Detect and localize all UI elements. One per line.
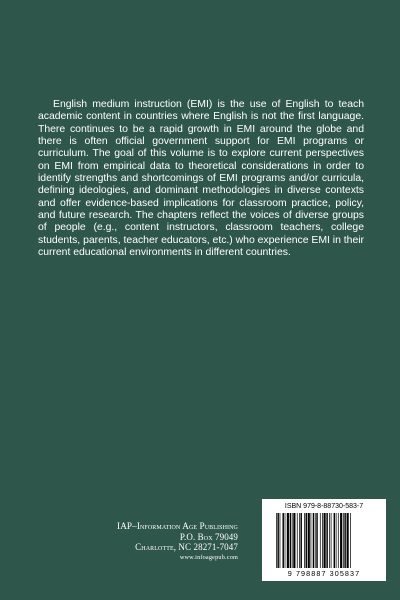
- barcode-stripe: [324, 513, 326, 568]
- barcode-stripe: [300, 513, 301, 568]
- barcode-stripe: [285, 513, 286, 568]
- barcode-stripe: [315, 513, 316, 568]
- barcode-digits: 9 798887 305837: [287, 569, 361, 578]
- barcode-stripe: [290, 513, 291, 568]
- barcode-stripe: [331, 513, 332, 568]
- barcode-stripe: [343, 513, 344, 568]
- barcode-stripe: [340, 513, 342, 568]
- barcode-block: [262, 499, 386, 581]
- publisher-info: [88, 521, 238, 563]
- publisher-url: www.infoagepub.com: [179, 553, 238, 561]
- barcode-stripe: [316, 513, 317, 568]
- barcode-stripe: [347, 513, 349, 568]
- barcode-stripe: [282, 513, 283, 568]
- publisher-po-box: P.O. Box 79049: [179, 531, 238, 542]
- barcode-stripe: [308, 513, 310, 568]
- barcode-stripe: [299, 513, 300, 568]
- barcode-stripe: [326, 513, 327, 568]
- barcode-stripe: [297, 513, 298, 568]
- barcode-stripe: [304, 513, 305, 568]
- barcode-stripe: [292, 513, 293, 568]
- barcode-stripe: [277, 513, 278, 568]
- barcode-stripe: [306, 513, 307, 568]
- barcode-stripe: [322, 513, 323, 568]
- publisher-city: Charlotte, NC 28271-7047: [135, 542, 238, 552]
- barcode-stripe: [313, 513, 314, 568]
- barcode-stripe: [334, 513, 335, 568]
- barcode-bars: [274, 513, 378, 568]
- barcode-stripe: [280, 513, 281, 568]
- publisher-name: IAP–Information Age Publishing: [117, 521, 238, 531]
- isbn-label: ISBN 979-8-88730-583-7: [284, 503, 364, 510]
- barcode-stripe: [329, 513, 330, 568]
- barcode-stripe: [276, 513, 277, 568]
- book-description: English medium instruction (EMI) is the use of English to teach academic content in countries where English is not the first language. There continues to be a rapid growth in EMI around the globe and there is often official government support for EMI programs or curriculum. The goal of this volume is to explore current perspectives on EMI from empirical data to theoretical considerations in order to identify strengths and shortcomings of EMI programs and/or curricula, defining ideologies, and dominant methodologies in diverse contexts and offer evidence-based implications for classroom practice, policy, and future research. The chapters reflect the voices of diverse groups of people (e.g., content instructors, classroom teachers, college students, parents, teacher educators, etc.) who experience EMI in their current educational environments in different countries.: [38, 99, 364, 259]
- barcode-stripe: [336, 513, 337, 568]
- barcode-stripe: [344, 513, 345, 568]
- barcode-stripe: [338, 513, 339, 568]
- barcode-stripe: [293, 513, 295, 568]
- barcode-stripe: [350, 513, 351, 568]
- barcode-stripe: [287, 513, 289, 568]
- barcode-stripe: [311, 513, 312, 568]
- barcode-stripe: [320, 513, 321, 568]
